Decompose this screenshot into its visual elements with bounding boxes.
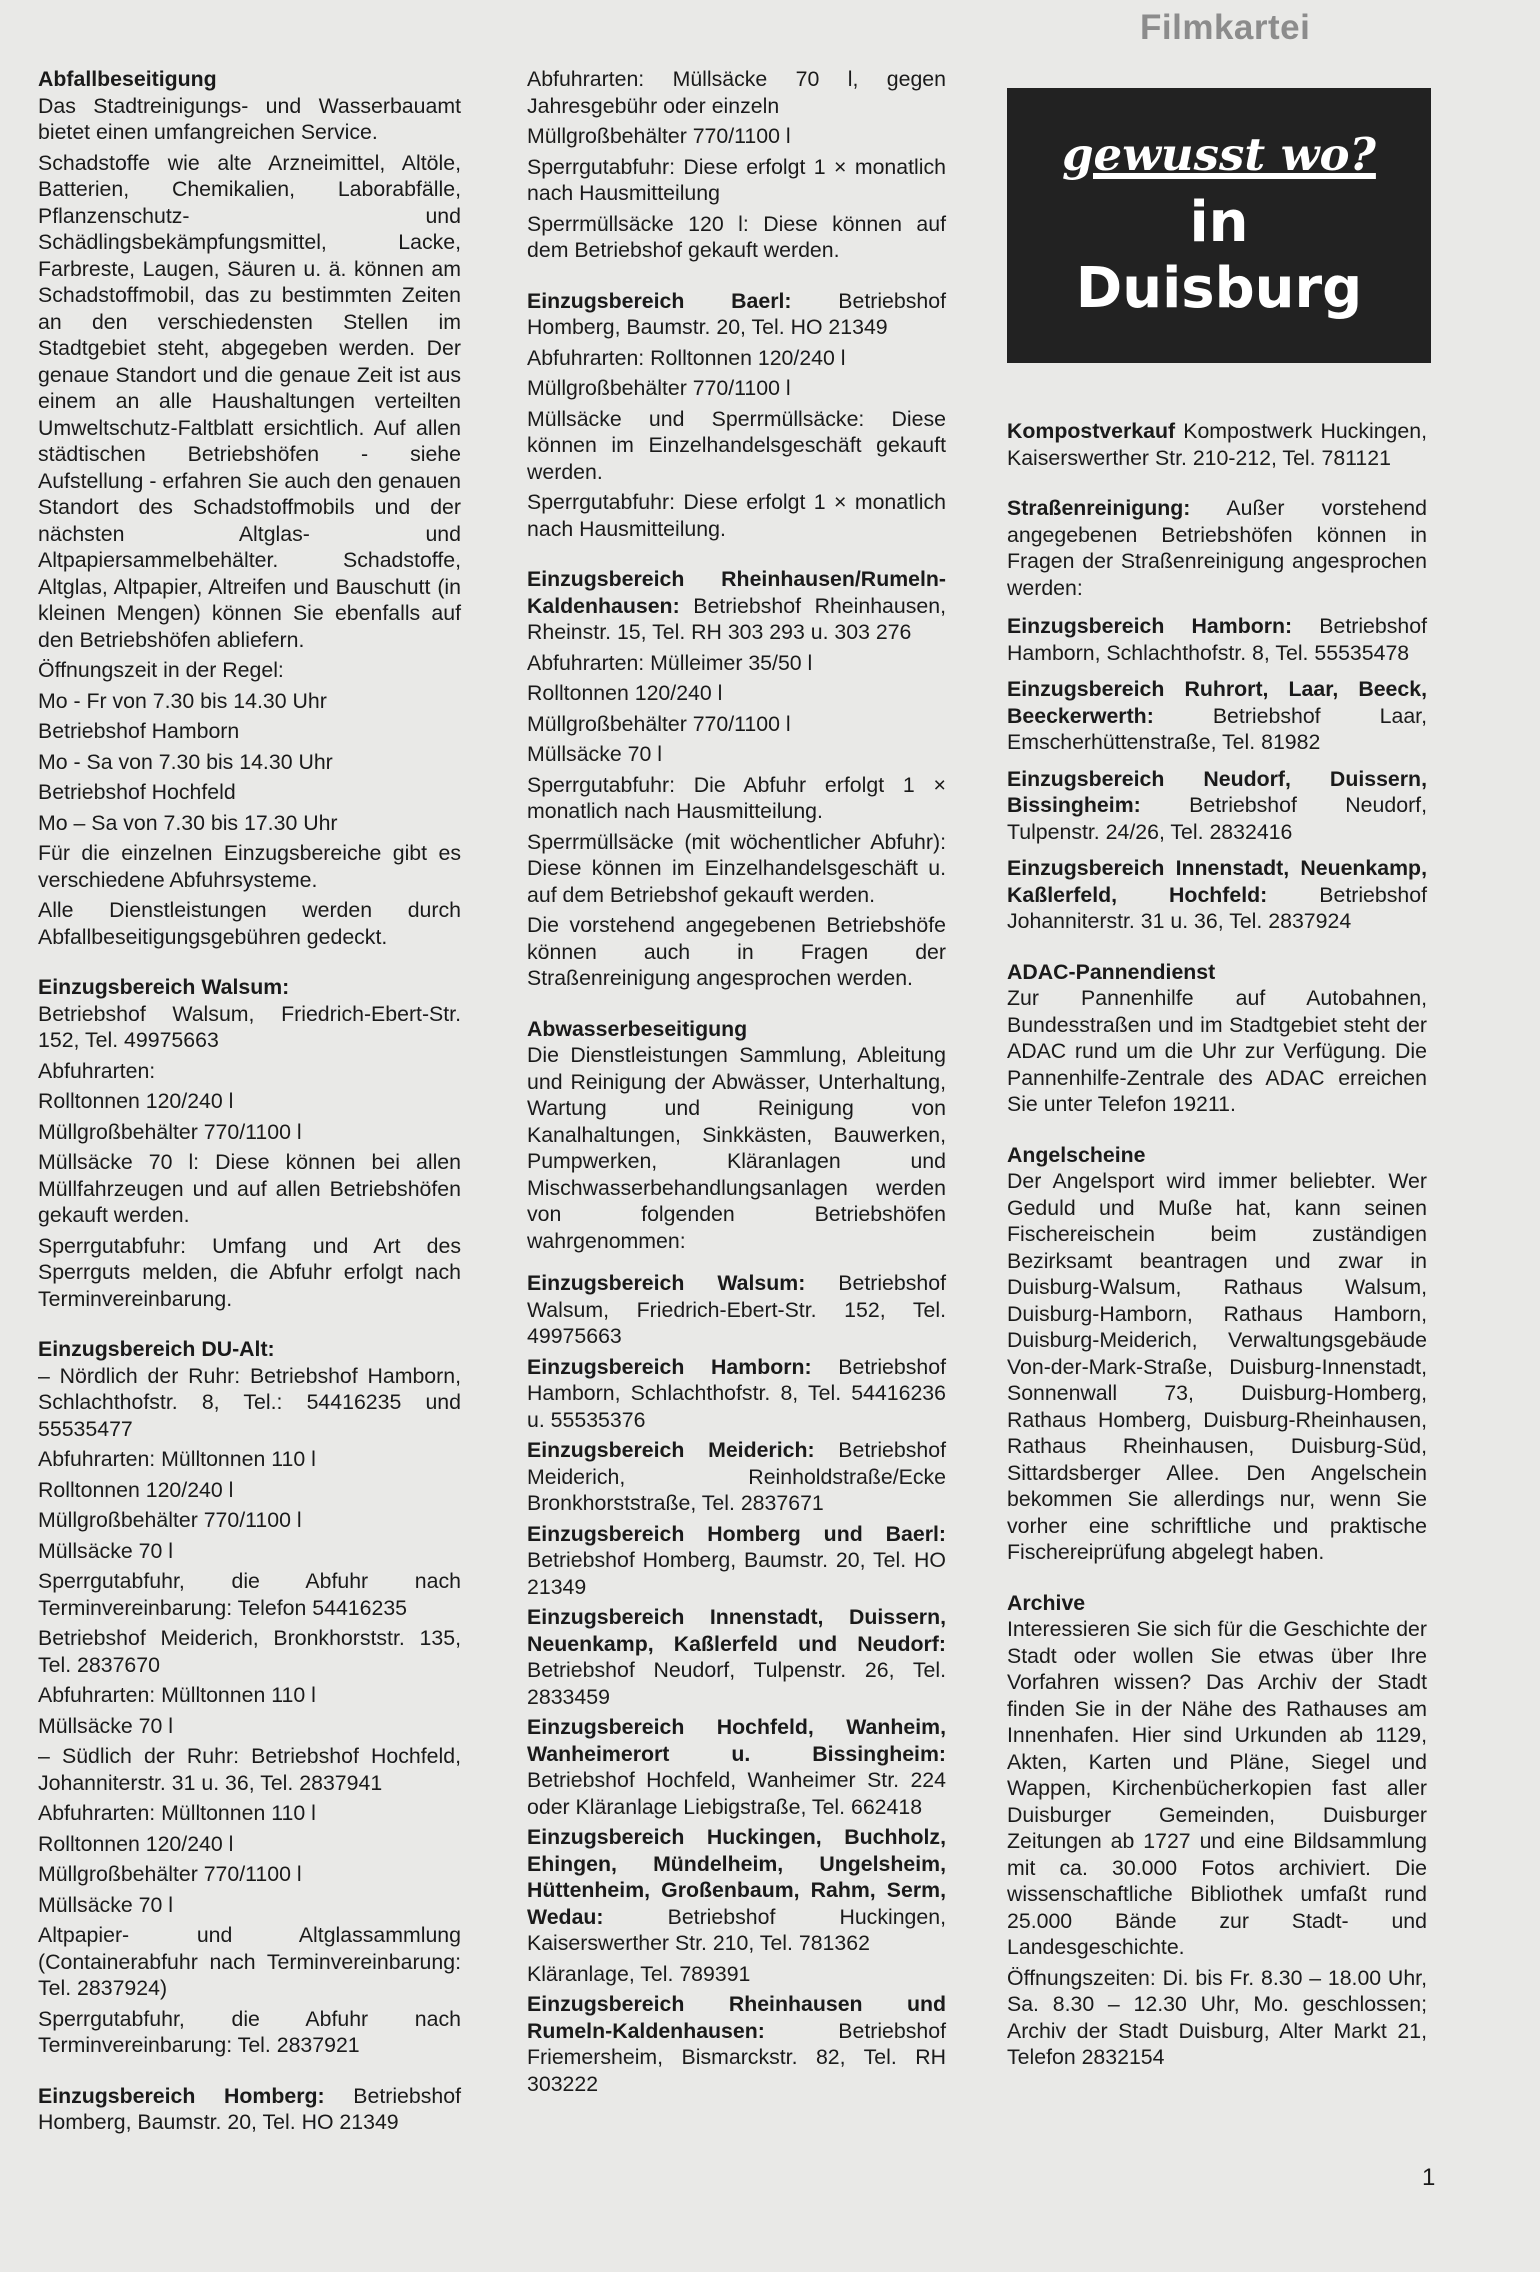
paragraph: Sperrgutabfuhr: Diese erfolgt 1 × monatlich nach Hausmitteilung [527, 154, 946, 205]
paragraph: – Südlich der Ruhr: Betriebshof Hochfeld, Johanniterstr. 31 u. 36, Tel. 2837941 [38, 1744, 461, 1795]
text-line: Müllsäcke 70 l [38, 1538, 173, 1563]
paragraph: Müllsäcke und Sperrmüllsäcke: Diese können im Einzelhandelsgeschäft gekauft werden. [527, 406, 946, 484]
entry-heading: Einzugsbereich Meiderich: [527, 1438, 815, 1462]
entry-heading: Einzugsbereich Homberg und Baerl: [527, 1521, 946, 1546]
brand-city: Duisburg [1075, 256, 1363, 321]
section-heading: ADAC-Pannendienst [1007, 959, 1216, 984]
entry-text: Betriebshof Walsum, Friedrich-Ebert-Str. 152, Tel. 49975663 [527, 1271, 946, 1348]
entry-text: Betriebshof Meiderich, Reinholdstraße/Ecke Bronkhorststraße, Tel. 2837671 [527, 1438, 946, 1515]
section-rheinhausen [527, 566, 946, 992]
paragraph: Alle Dienstleistungen werden durch Abfallbeseitigungsgebühren gedeckt. [38, 898, 461, 949]
paragraph: – Nördlich der Ruhr: Betriebshof Hamborn, Schlachthofstr. 8, Tel.: 54416235 und 55535477 [38, 1363, 461, 1441]
entry [527, 1824, 946, 1957]
text-line: Abfuhrarten: Rolltonnen 120/240 l [527, 345, 846, 370]
paragraph: Betriebshof Walsum, Friedrich-Ebert-Str. 152, Tel. 49975663 [38, 1001, 461, 1052]
section-strassenreinigung [1007, 495, 1427, 935]
text-line: Betriebshof Hochfeld [38, 780, 236, 804]
brand-tagline: gewusst wo? [1062, 128, 1376, 181]
entry [527, 1521, 946, 1601]
text-line: Müllgroßbehälter 770/1100 l [38, 1862, 302, 1886]
entry-heading: Einzugsbereich Huckingen, Buchholz, Ehingen, Mündelheim, Ungelsheim, Hüttenheim, Großenbaum, Rahm, Serm, Wedau: [527, 1825, 946, 1929]
text-line: Müllgroßbehälter 770/1100 l [527, 711, 791, 736]
section-text: Betriebshof Rheinhausen, Rheinstr. 15, Tel. RH 303 293 u. 303 276 [527, 593, 946, 644]
entry-text: Betriebshof Hamborn, Schlachthofstr. 8, Tel. 55535478 [1007, 614, 1427, 665]
paragraph [527, 566, 946, 646]
paragraph: Zur Pannenhilfe auf Autobahnen, Bundesstraßen und im Stadtgebiet steht der ADAC rund um die Uhr zur Verfügung. Die Pannenhilfe-Zentrale des ADAC erreichen Sie unter Telefon 19211. [1007, 986, 1427, 1116]
section-heading: Angelscheine [1007, 1142, 1146, 1167]
section-heading: Einzugsbereich DU-Alt: [38, 1337, 275, 1361]
text-line: Müllsäcke 70 l [38, 1892, 173, 1917]
section-abfallbeseitigung [38, 66, 461, 950]
entry [527, 1354, 946, 1434]
entry-text: Betriebshof Hochfeld, Wanheimer Str. 224 oder Kläranlage Liebigstraße, Tel. 662418 [527, 1768, 946, 1819]
paragraph [527, 288, 946, 341]
text-line: Abfuhrarten: Mülltonnen 110 l [38, 1447, 316, 1471]
text-line: Müllsäcke 70 l [527, 742, 662, 766]
text-line: Mo - Sa von 7.30 bis 14.30 Uhr [38, 749, 333, 774]
section-heading: Einzugsbereich Walsum: [38, 975, 290, 999]
text-line: Abfuhrarten: [38, 1058, 156, 1083]
paragraph: Sperrgutabfuhr: Diese erfolgt 1 × monatlich nach Hausmitteilung. [527, 490, 946, 541]
page-number: 1 [1422, 2164, 1436, 2191]
section-du-alt [38, 1336, 461, 2059]
entry [527, 1714, 946, 1820]
column-1 [38, 66, 461, 2160]
paragraph: Der Angelsport wird immer beliebter. Wer Geduld und Muße hat, kann seinen Fischereischein beim zuständigen Bezirksamt beantragen und zwar in Duisburg-Walsum, Rathaus Walsum, Duisburg-Hamborn, Rathaus Hamborn, Duisburg-Meiderich, Verwaltungsgebäude Von-der-Mark-Straße, Duisburg-Innenstadt, Sonnenwall 73, Duisburg-Homberg, Rathaus Homberg, Duisburg-Rheinhausen, Rathaus Rheinhausen, Duisburg-Süd, Sittardsberger Allee. Den Angelschein bekommen Sie allerdings nur, wenn Sie vorher eine schriftliche und praktische Fischereiprüfung abgelegt haben. [1007, 1169, 1427, 1564]
paragraph: Sperrmüllsäcke (mit wöchentlicher Abfuhr): Diese können im Einzelhandelsgeschäft u. auf dem Betriebshof gekauft werden. [527, 829, 946, 907]
text-line: Müllgroßbehälter 770/1100 l [527, 124, 791, 148]
entry-text: Betriebshof Hamborn, Schlachthofstr. 8, Tel. 54416236 u. 55535376 [527, 1354, 946, 1432]
text-line: Betriebshof Hamborn [38, 719, 240, 743]
section-heading: Archive [1007, 1590, 1086, 1615]
section-kompostverkauf [1007, 418, 1427, 471]
paragraph [1007, 418, 1427, 471]
entry-heading: Einzugsbereich Hamborn: [527, 1354, 812, 1379]
text-line: Rolltonnen 120/240 l [38, 1831, 234, 1856]
text-line: Rolltonnen 120/240 l [38, 1089, 234, 1113]
paragraph: Sperrmüllsäcke 120 l: Diese können auf dem Betriebshof gekauft werden. [527, 211, 946, 262]
entry [527, 1604, 946, 1710]
entry-text: Betriebshof Huckingen, Kaiserswerther Str. 210, Tel. 781362 [527, 1904, 947, 1955]
filmkartei-label: Filmkartei [1140, 8, 1311, 47]
paragraph: Betriebshof Meiderich, Bronkhorststr. 135, Tel. 2837670 [38, 1626, 461, 1677]
text-line: Rolltonnen 120/240 l [527, 681, 723, 705]
paragraph [1007, 495, 1427, 601]
entry [527, 1270, 946, 1350]
section-abwasserbeseitigung [527, 1016, 946, 2098]
entry [1007, 855, 1427, 935]
brand-in: in [1189, 190, 1249, 255]
column-3 [1007, 418, 1427, 2095]
paragraph: Abfuhrarten: Müllsäcke 70 l, gegen Jahresgebühr oder einzeln [527, 67, 946, 118]
entry [527, 1991, 946, 2097]
text-line: Müllsäcke 70 l [38, 1713, 173, 1738]
section-archive [1007, 1590, 1427, 2071]
section-text: Betriebshof Homberg, Baumstr. 20, Tel. HO 21349 [38, 2083, 461, 2134]
section-homberg [38, 2083, 461, 2136]
text-line: Abfuhrarten: Mülltonnen 110 l [38, 1683, 316, 1707]
text-line: Öffnungszeit in der Regel: [38, 658, 284, 682]
entry-text: Betriebshof Laar, Emscherhüttenstraße, Tel. 81982 [1007, 703, 1427, 754]
section-heading: Abfallbeseitigung [38, 67, 217, 91]
entry-text: Betriebshof Neudorf, Tulpenstr. 26, Tel. 2833459 [527, 1658, 946, 1709]
text-line: Abfuhrarten: Mülltonnen 110 l [38, 1801, 316, 1825]
paragraph: Müllsäcke 70 l: Diese können bei allen Müllfahrzeugen und auf allen Betriebshöfen gekauft werden. [38, 1150, 461, 1227]
paragraph: Die Dienstleistungen Sammlung, Ableitung und Reinigung der Abwässer, Unterhaltung, Wartung und Reinigung von Kanalhaltungen, Sinkkästen, Bauwerken, Pumpwerken, Kläranlagen und Mischwasserbehandlungsanlagen werden von folgenden Betriebshöfen wahrgenommen: [527, 1043, 946, 1253]
section-text: Kompostwerk Huckingen, Kaiserswerther Str. 210-212, Tel. 781121 [1007, 419, 1427, 470]
entry-text: Betriebshof Johanniterstr. 31 u. 36, Tel. 2837924 [1007, 882, 1427, 933]
entry-heading: Einzugsbereich Walsum: [527, 1271, 806, 1295]
section-text: Betriebshof Homberg, Baumstr. 20, Tel. HO 21349 [527, 288, 946, 339]
section-heading: Kompostverkauf [1007, 419, 1176, 443]
text-line: Abfuhrarten: Mülleimer 35/50 l [527, 650, 813, 675]
paragraph: Öffnungszeiten: Di. bis Fr. 8.30 – 18.00 Uhr, Sa. 8.30 – 12.30 Uhr, Mo. geschlossen; Archiv der Stadt Duisburg, Alter Markt 21, Telefon 2832154 [1007, 1965, 1427, 2069]
text-line: Müllgroßbehälter 770/1100 l [527, 376, 791, 400]
text-line: Kläranlage, Tel. 789391 [527, 1961, 751, 1986]
section-baerl [527, 288, 946, 543]
text-line: Müllgroßbehälter 770/1100 l [38, 1508, 302, 1532]
entry-heading: Einzugsbereich Hochfeld, Wanheim, Wanheimerort u. Bissingheim: [527, 1715, 946, 1766]
paragraph: Das Stadtreinigungs- und Wasserbauamt bietet einen umfangreichen Service. [38, 93, 461, 144]
section-heading: Einzugsbereich Rheinhausen/Rumeln-Kaldenhausen: [527, 567, 946, 618]
section-heading: Einzugsbereich Baerl: [527, 288, 792, 313]
paragraph: Interessieren Sie sich für die Geschichte der Stadt oder wollen Sie etwas über Ihre Vorfahren wissen? Das Archiv der Stadt finden Sie in der Nähe des Rathauses am Innenhafen. Hier sind Urkunden ab 1129, Akten, Karten und Pläne, Siegel und Wappen, Kirchenbücherkopien fast aller Duisburger Gemeinden, Duisburger Zeitungen ab 1727 und eine Bildsammlung mit ca. 30.000 Fotos archiviert. Die wissenschaftliche Bibliothek umfaßt rund 25.000 Bände zur Stadt- und Landesgeschichte. [1007, 1617, 1427, 1959]
section-heading: Straßenreinigung: [1007, 496, 1191, 520]
entry-heading: Einzugsbereich Rheinhausen und Rumeln-Kaldenhausen: [527, 1992, 946, 2043]
entry [527, 1437, 946, 1517]
paragraph: Sperrgutabfuhr: Die Abfuhr erfolgt 1 × monatlich nach Hausmitteilung. [527, 772, 946, 823]
entry [1007, 613, 1427, 666]
paragraph: Schadstoffe wie alte Arzneimittel, Altöle, Batterien, Chemikalien, Laborabfälle, Pflanzenschutz- und Schädlingsbekämpfungsmittel, Lacke, Farbreste, Laugen, Säuren u. ä. können am Schadstoffmobil, das zu bestimmten Zeiten an den verschiedensten Stellen im Stadtgebiet steht, abgegeben werden. Der genaue Standort und die genaue Zeit ist aus einem an alle Haushaltungen verteilten Umweltschutz-Faltblatt ersichtlich. Auf allen städtischen Betriebshöfen - siehe Aufstellung - erfahren Sie auch den genauen Standort des Schadstoffmobils und der nächsten Altglas- und Altpapiersammelbehälter. Schadstoffe, Altglas, Altpapier, Altreifen und Bauschutt (in kleinen Mengen) können Sie ebenfalls auf den Betriebshöfen abliefern. [38, 150, 461, 652]
section-walsum [38, 974, 461, 1312]
paragraph: Für die einzelnen Einzugsbereiche gibt es verschiedene Abfuhrsysteme. [38, 841, 461, 892]
section-heading: Einzugsbereich Homberg: [38, 2083, 325, 2108]
paragraph: Die vorstehend angegebenen Betriebshöfe können auch in Fragen der Straßenreinigung angesprochen werden. [527, 913, 946, 990]
section-adac [1007, 959, 1427, 1118]
entry-heading: Einzugsbereich Neudorf, Duissern, Bissingheim: [1007, 766, 1427, 817]
paragraph: Sperrgutabfuhr: Umfang und Art des Sperrguts melden, die Abfuhr erfolgt nach Terminvereinbarung. [38, 1233, 461, 1311]
entry-text: Betriebshof Homberg, Baumstr. 20, Tel. HO 21349 [527, 1548, 946, 1599]
entry-heading: Einzugsbereich Innenstadt, Duissern, Neuenkamp, Kaßlerfeld und Neudorf: [527, 1605, 946, 1656]
entry [1007, 766, 1427, 846]
section-angelscheine [1007, 1142, 1427, 1566]
paragraph: Altpapier- und Altglassammlung (Containerabfuhr nach Terminvereinbarung: Tel. 2837924) [38, 1923, 461, 2000]
entry-heading: Einzugsbereich Innenstadt, Neuenkamp, Kaßlerfeld, Hochfeld: [1007, 856, 1427, 907]
section-text: Außer vorstehend angegebenen Betriebshöfen können in Fragen der Straßenreinigung angesprochen werden: [1007, 496, 1427, 600]
entry-heading: Einzugsbereich Hamborn: [1007, 614, 1293, 638]
brand-box [1007, 88, 1431, 363]
entry-text: Betriebshof Friemersheim, Bismarckstr. 82, Tel. RH 303222 [527, 2018, 946, 2096]
text-line: Rolltonnen 120/240 l [38, 1477, 234, 1502]
text-line: Mo – Sa von 7.30 bis 17.30 Uhr [38, 810, 338, 835]
entry [1007, 676, 1427, 756]
section-homberg-continued [527, 66, 946, 264]
paragraph [38, 2083, 461, 2136]
text-line: Müllgroßbehälter 770/1100 l [38, 1119, 302, 1144]
entry-text: Betriebshof Neudorf, Tulpenstr. 24/26, Tel. 2832416 [1007, 793, 1427, 844]
paragraph: Sperrgutabfuhr, die Abfuhr nach Terminvereinbarung: Tel. 2837921 [38, 2006, 461, 2057]
column-2 [527, 66, 946, 2121]
section-heading: Abwasserbeseitigung [527, 1016, 748, 1041]
text-line: Mo - Fr von 7.30 bis 14.30 Uhr [38, 688, 327, 713]
entry-heading: Einzugsbereich Ruhrort, Laar, Beeck, Beeckerwerth: [1007, 677, 1427, 728]
paragraph: Sperrgutabfuhr, die Abfuhr nach Terminvereinbarung: Telefon 54416235 [38, 1569, 461, 1620]
